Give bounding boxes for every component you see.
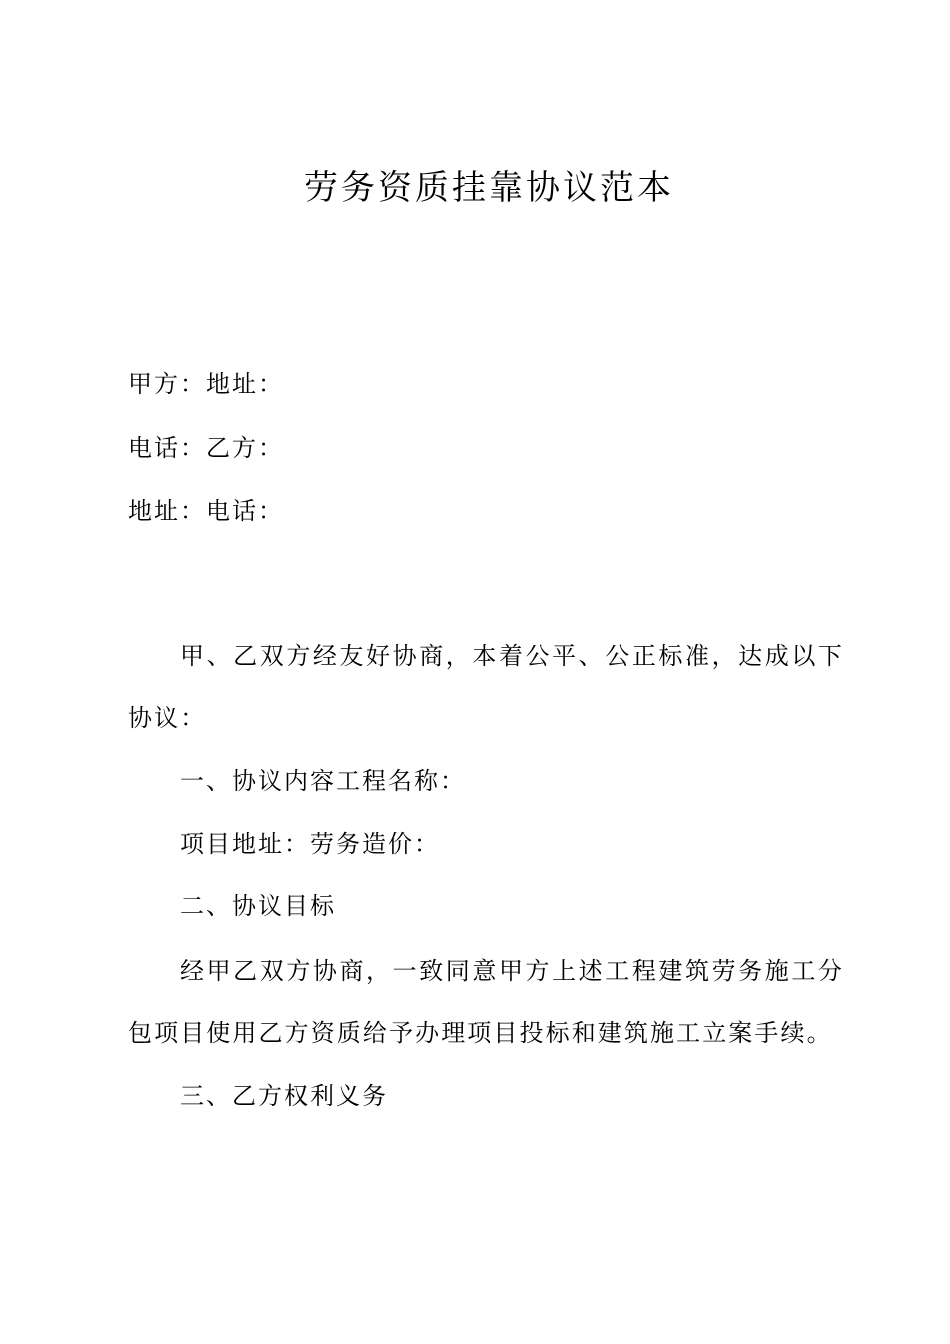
party-line-1: 甲方：地址： bbox=[128, 370, 284, 398]
party-line-2: 电话：乙方： bbox=[128, 434, 284, 462]
section-2-paragraph: 经甲乙双方协商，一致同意甲方上述工程建筑劳务施工分包项目使用乙方资质给予办理项目投标和建筑施工立案手续。 bbox=[128, 957, 844, 1047]
section-1-heading: 一、协议内容工程名称： bbox=[180, 767, 466, 795]
section-2-heading: 二、协议目标 bbox=[180, 892, 336, 920]
intro-paragraph: 甲、乙双方经友好协商，本着公平、公正标准，达成以下协议： bbox=[128, 642, 844, 732]
party-line-3: 地址：电话： bbox=[128, 497, 284, 525]
section-3-heading: 三、乙方权利义务 bbox=[180, 1082, 388, 1110]
section-1-line: 项目地址：劳务造价： bbox=[180, 830, 440, 858]
document-title: 劳务资质挂靠协议范本 bbox=[304, 168, 674, 208]
